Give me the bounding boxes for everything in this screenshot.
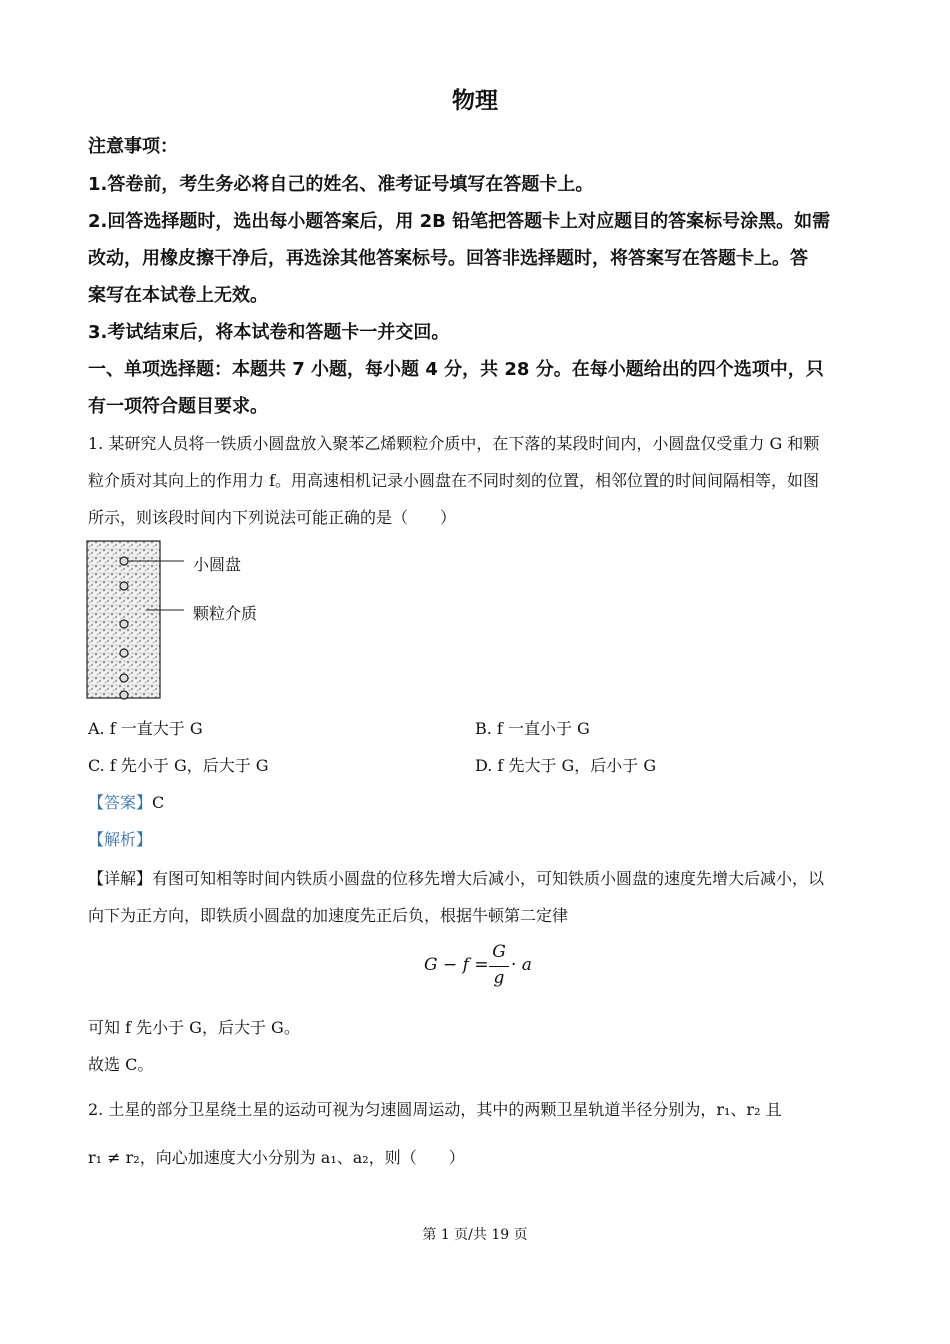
page-footer: 第 1 页/共 19 页 [422,1227,528,1243]
q2-stem-line2: r₁ ≠ r₂，向心加速度大小分别为 a₁、a₂，则（ ） [88,1148,465,1167]
notice-item-3: 3.考试结束后，将本试卷和答题卡一并交回。 [88,322,450,343]
answer-value: C [152,793,165,812]
q1-option-d: D. f 先大于 G，后小于 G [475,756,657,775]
q1-answer [88,790,164,813]
q1-option-a: A. f 一直大于 G [88,719,203,738]
disk-position-5 [120,674,128,682]
q1-stem-line1: 1. 某研究人员将一铁质小圆盘放入聚苯乙烯颗粒介质中，在下落的某段时间内，小圆盘仅受重力 G 和颗 [88,434,820,453]
answer-tag: 【答案】 [88,793,153,812]
notice-heading: 注意事项： [88,136,178,157]
q1-detail-line1 [88,866,824,889]
figure-label-medium: 颗粒介质 [193,604,258,623]
notice-item-2-line1: 2.回答选择题时，选出每小题答案后，用 2B 铅笔把答题卡上对应题目的答案标号涂黑。如需 [88,211,831,232]
section-heading-line2: 有一项符合题目要求。 [88,396,268,417]
q1-stem-line2: 粒介质对其向上的作用力 f。用高速相机记录小圆盘在不同时刻的位置，相邻位置的时间间隔相等，如图 [88,471,820,490]
analysis-tag: 【解析】 [88,830,153,849]
formula-rhs: · a [511,955,532,975]
figure-label-disk: 小圆盘 [193,555,242,574]
q1-detail-line2: 向下为正方向，即铁质小圆盘的加速度先正后负，根据牛顿第二定律 [88,906,569,925]
formula-numerator: G [492,942,506,962]
notice-item-2-line2: 改动，用橡皮擦干净后，再选涂其他答案标号。回答非选择题时，将答案写在答题卡上。答 [88,248,808,269]
section-heading-line1: 一、单项选择题：本题共 7 小题，每小题 4 分，共 28 分。在每小题给出的四个选项中，只 [88,359,824,380]
q1-option-b: B. f 一直小于 G [475,719,590,738]
formula-lhs: G − f = [424,955,489,975]
q2-stem-line1: 2. 土星的部分卫星绕土星的运动可视为匀速圆周运动，其中的两颗卫星轨道半径分别为，r₁、r₂ 且 [88,1100,782,1119]
q1-stem-line3: 所示，则该段时间内下列说法可能正确的是（ ） [88,508,457,527]
notice-item-2-line3: 案写在本试卷上无效。 [88,285,268,306]
detail-tag: 【详解】 [88,869,153,888]
formula-fraction-bar [489,966,509,967]
notice-item-1: 1.答卷前，考生务必将自己的姓名、准考证号填写在答题卡上。 [88,174,594,195]
disk-position-2 [120,582,128,590]
disk-position-6 [120,691,128,699]
disk-position-1 [120,557,128,565]
q1-choose: 故选 C。 [88,1055,154,1074]
detail-text-1: 有图可知相等时间内铁质小圆盘的位移先增大后减小，可知铁质小圆盘的速度先增大后减小，以 [152,869,825,888]
disk-position-4 [120,649,128,657]
q1-conclusion: 可知 f 先小于 G，后大于 G。 [88,1018,300,1037]
q1-option-c: C. f 先小于 G，后大于 G [88,756,269,775]
page-title: 物理 [452,88,498,114]
formula-denominator: g [493,968,505,988]
disk-position-3 [120,620,128,628]
